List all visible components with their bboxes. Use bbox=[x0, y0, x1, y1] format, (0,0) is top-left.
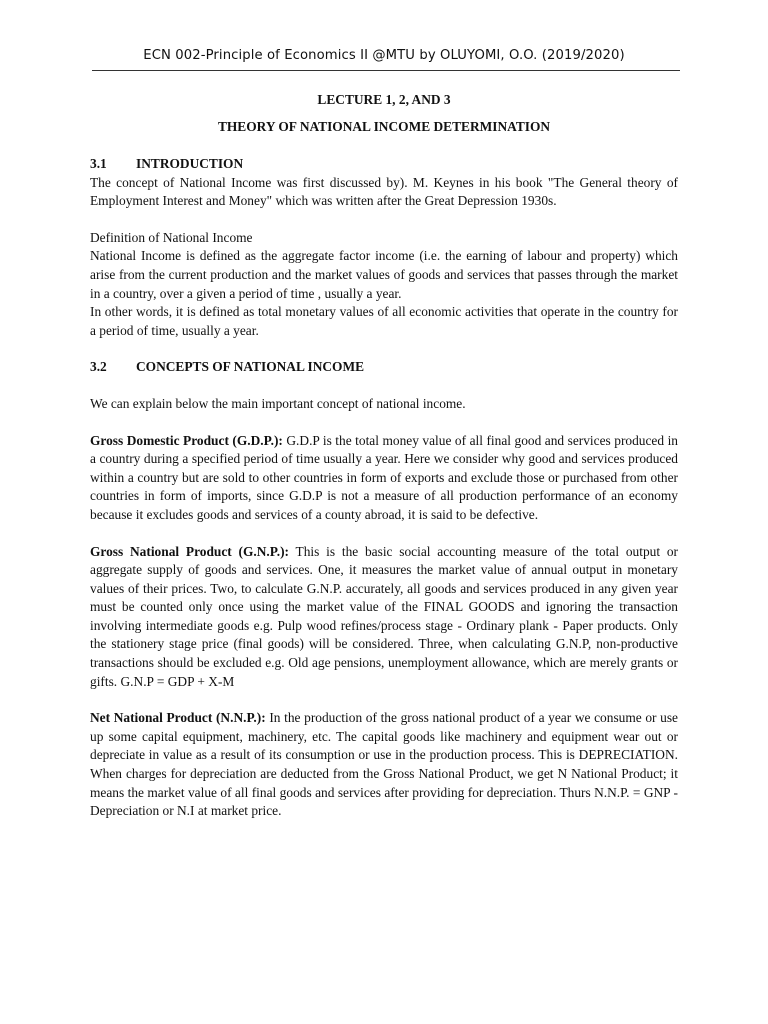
definition-heading: Definition of National Income bbox=[90, 229, 253, 245]
nnp-paragraph bbox=[90, 709, 678, 821]
definition-paragraph: National Income is defined as the aggregate factor income (i.e. the earning of labour and property) which arise from the current production and the market values of goods and services that passes through the market in a country, over a given a period of time , usually a year. bbox=[90, 248, 678, 301]
gnp-paragraph bbox=[90, 543, 678, 692]
gnp-term: Gross National Product (G.N.P.): bbox=[90, 543, 290, 559]
intro-paragraph: The concept of National Income was first discussed by). M. Keynes in his book "The General theory of Employment Interest and Money" which was written after the Great Depression 1930s. bbox=[90, 174, 678, 209]
section-number: 3.2 bbox=[90, 359, 107, 375]
section-number: 3.1 bbox=[90, 156, 107, 171]
section-title: INTRODUCTION bbox=[136, 156, 244, 171]
nnp-text: In the production of the gross national product of a year we consume or use up some capital equipment, machinery, etc. The capital goods like machinery and equipment wear out or depreciate in value as a result of its consumption or use in the production process. This is DEPRECIATION. When charges for depreciation are deducted from the Gross National Product, we get N National Product; it means the market value of all final goods and services after providing for depreciation. Thurs N.N.P. = GNP - Depreciation or N.I at market price. bbox=[90, 710, 678, 819]
gdp-text: G.D.P is the total money value of all final good and services produced in a country during a specified period of time usually a year. Here we consider why good and services produced within a country but are sold to other countries in form of exports and exclude those or purchased from other countries in form of imports, since G.D.P is not a measure of all production performance of an economy because it excludes goods and services of a county abroad, it is said to be defective. bbox=[90, 432, 678, 522]
concepts-lead-paragraph: We can explain below the main important concept of national income. bbox=[90, 395, 466, 411]
document-title: THEORY OF NATIONAL INCOME DETERMINATION bbox=[217, 119, 551, 134]
gdp-term: Gross Domestic Product (G.D.P.): bbox=[90, 432, 283, 448]
running-header: ECN 002-Principle of Economics II @MTU by OLUYOMI, O.O. (2019/2020) bbox=[143, 48, 625, 63]
section-title: CONCEPTS OF NATIONAL INCOME bbox=[136, 359, 365, 375]
header-rule bbox=[92, 70, 680, 71]
lecture-title: LECTURE 1, 2, AND 3 bbox=[317, 92, 451, 107]
other-words-paragraph: In other words, it is defined as total monetary values of all economic activities that operate in the country for a period of time, usually a year. bbox=[90, 304, 678, 338]
document-body bbox=[90, 91, 678, 821]
section-heading-concepts bbox=[90, 358, 678, 377]
gdp-paragraph bbox=[90, 432, 678, 525]
section-heading-introduction bbox=[90, 155, 678, 174]
gnp-text: This is the basic social accounting measure of the total output or aggregate supply of goods and services. One, it measures the market value of annual output in monetary values of their prices. Two, to calculate G.N.P. accurately, all goods and services produced in any given year must be counted only once using the market value of the FINAL GOODS and ignoring the transaction involving intermediate goods e.g. Pulp wood refines/process stage - Ordinary plank - Paper products. Only the stationery stage price (final goods) will be considered. Three, when calculating G.N.P, non-productive transactions should be excluded e.g. Old age pensions, unemployment allowance, which are merely grants or gifts. G.N.P = GDP + X-M bbox=[90, 543, 679, 689]
nnp-term: Net National Product (N.N.P.): bbox=[90, 710, 266, 726]
